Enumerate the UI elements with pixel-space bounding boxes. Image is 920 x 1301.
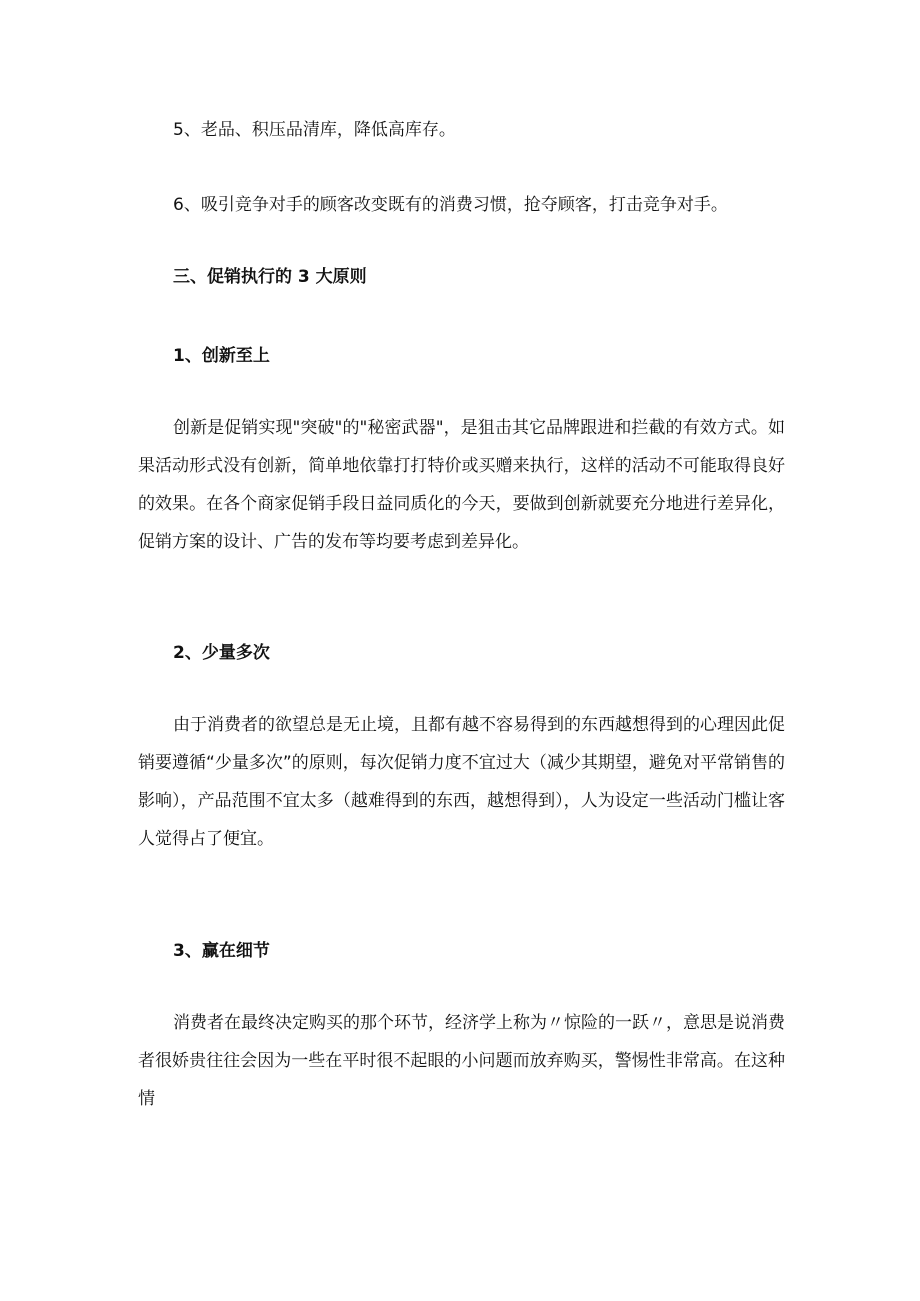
list-item-5: 5、老品、积压品清库，降低高库存。 xyxy=(173,120,456,140)
list-item-6: 6、吸引竞争对手的顾客改变既有的消费习惯，抢夺顾客，打击竞争对手。 xyxy=(173,195,728,215)
section-heading: 三、促销执行的 3 大原则 xyxy=(173,267,367,287)
principle-2-heading: 2、少量多次 xyxy=(173,643,270,663)
principle-1-heading: 1、创新至上 xyxy=(173,346,270,366)
principle-2-paragraph: 由于消费者的欲望总是无止境，且都有越不容易得到的东西越想得到的心理因此促销要遵循“少量多次”的原则，每次促销力度不宜过大（减少其期望，避免对平常销售的影响），产品范围不宜太多（越难得到的东西，越想得到），人为设定一些活动门槛让客人觉得占了便宜。 xyxy=(138,715,785,849)
principle-1-paragraph: 创新是促销实现"突破"的"秘密武器"，是狙击其它品牌跟进和拦截的有效方式。如果活动形式没有创新，简单地依靠打打特价或买赠来执行，这样的活动不可能取得良好的效果。在各个商家促销手段日益同质化的今天，要做到创新就要充分地进行差异化，促销方案的设计、广告的发布等均要考虑到差异化。 xyxy=(138,418,785,552)
principle-3-heading: 3、赢在细节 xyxy=(173,941,270,961)
principle-3-paragraph: 消费者在最终决定购买的那个环节，经济学上称为〃惊险的一跃〃，意思是说消费者很娇贵往往会因为一些在平时很不起眼的小问题而放弃购买，警惕性非常高。在这种情 xyxy=(138,1013,785,1109)
